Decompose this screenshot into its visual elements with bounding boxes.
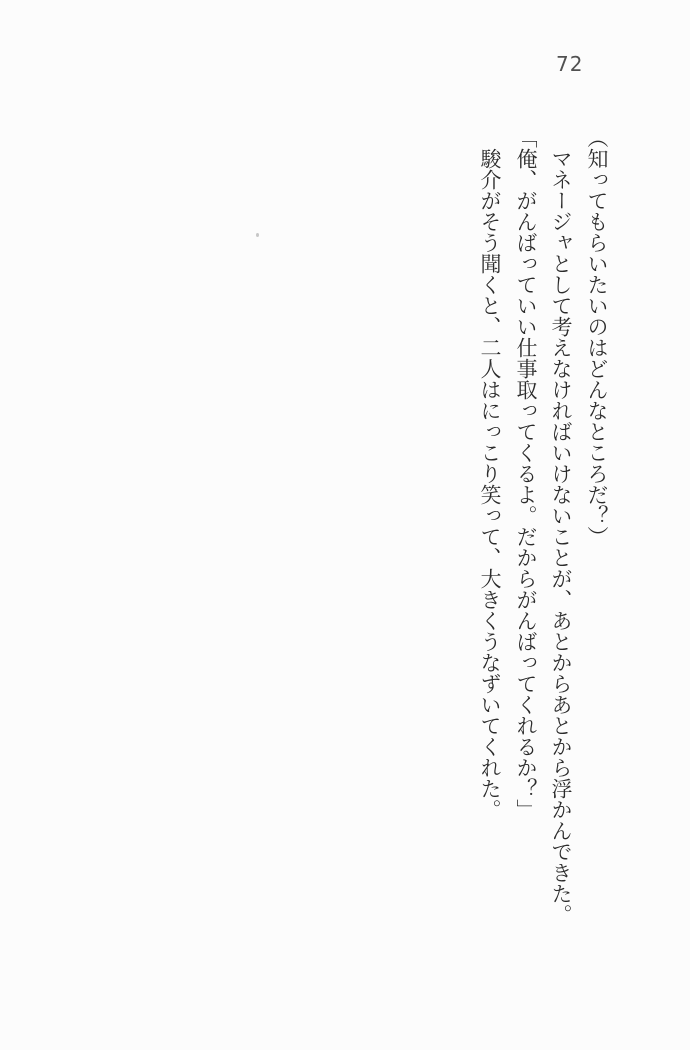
- paragraph-dialogue: 「俺、がんばっていい仕事取ってくるよ。だからがんばってくれるか？」: [514, 127, 538, 820]
- page-number: 72: [556, 52, 584, 76]
- paragraph-narration-1: マネージャとして考えなければいけないことが、あとからあとから浮かんできた。: [549, 127, 573, 925]
- paragraph-narration-2: 駿介がそう聞くと、二人はにっこり笑って、大きくうなずいてくれた。: [478, 127, 502, 820]
- scan-speck: [256, 233, 259, 237]
- paragraph-inner-thought: （知ってもらいたいのはどんなところだ？）: [585, 127, 609, 547]
